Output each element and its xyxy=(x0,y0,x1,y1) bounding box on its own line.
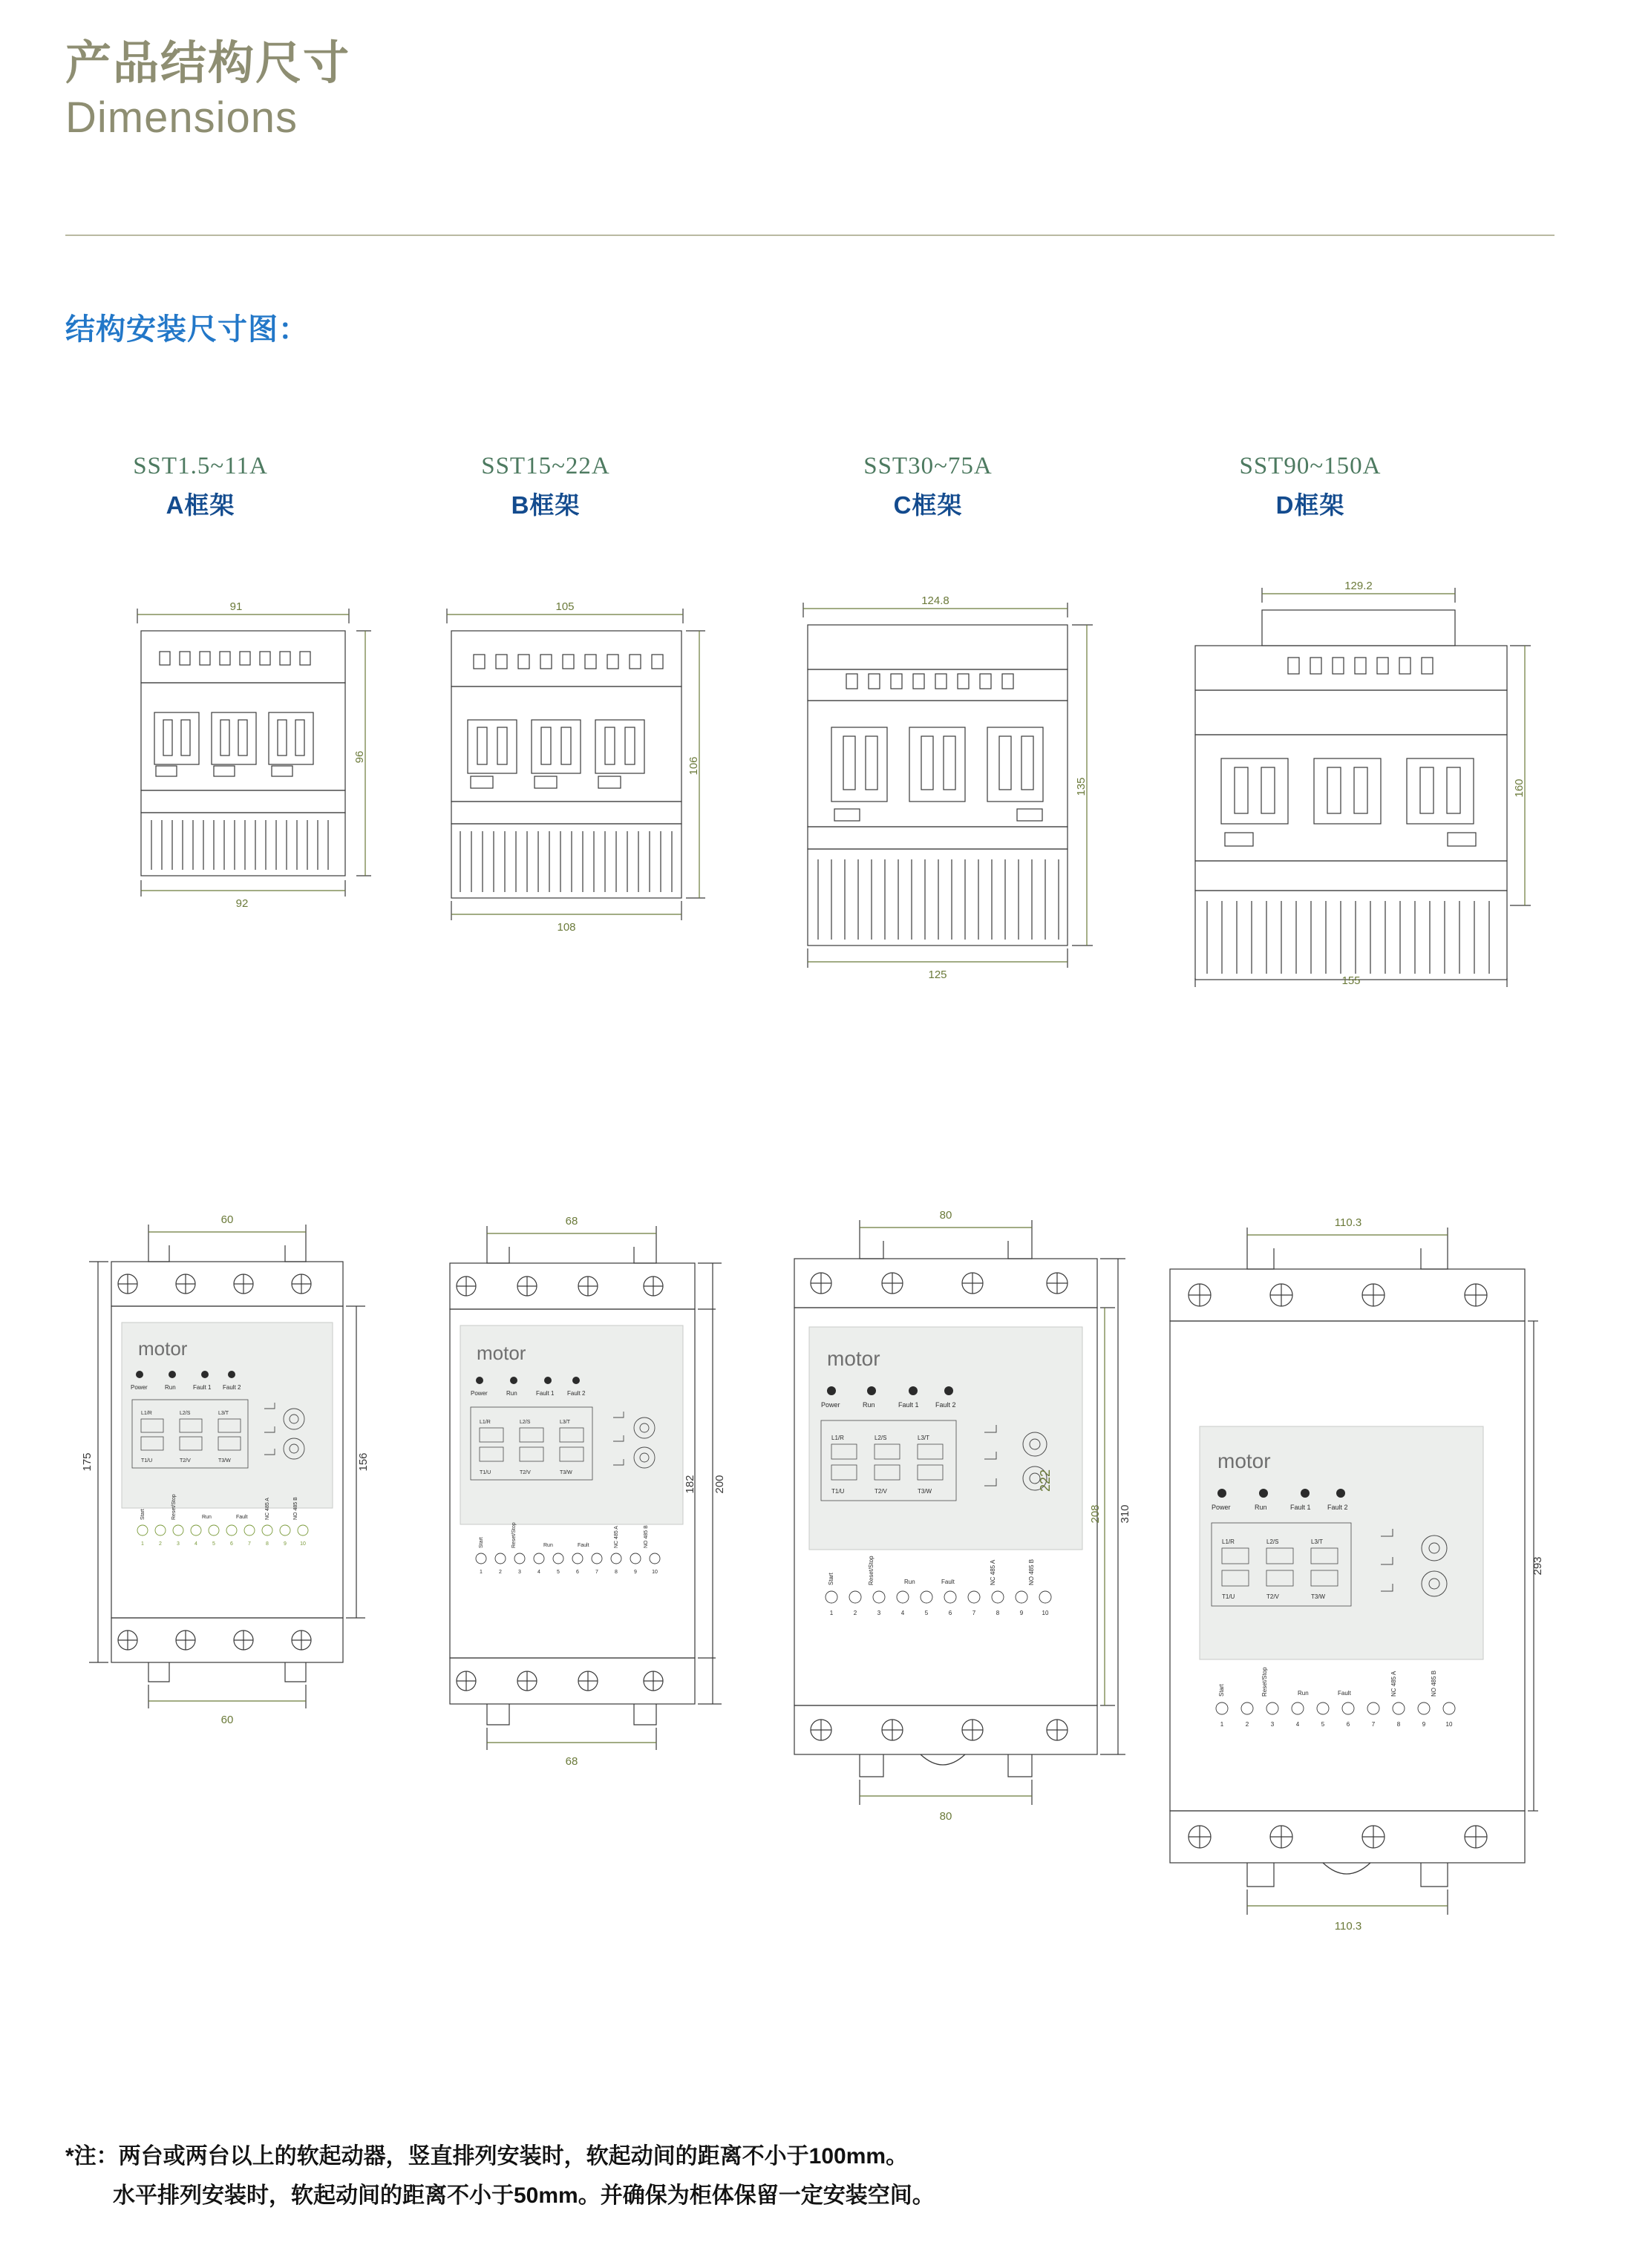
plan-view-b xyxy=(386,1210,750,1774)
terminal-label-reset: Reset/Stop xyxy=(171,1494,177,1520)
plan-view-c xyxy=(750,1202,1136,1855)
terminal-label-485b: NO 485 B xyxy=(644,1525,649,1548)
model-heading-c xyxy=(809,453,1047,521)
led-label-fault1: Fault 1 xyxy=(1290,1504,1311,1511)
dim-inner-height-b: 182 xyxy=(684,1475,696,1494)
terminal-no-2: 2 xyxy=(1245,1721,1249,1728)
terminal-label-fault: Fault xyxy=(578,1543,589,1548)
terminal-t3: T3/W xyxy=(560,1470,572,1475)
terminal-t1: T1/U xyxy=(831,1488,845,1495)
header-divider xyxy=(65,235,1555,236)
model-heading-b xyxy=(427,453,664,521)
terminal-no-7: 7 xyxy=(1371,1721,1376,1728)
terminal-no-2: 2 xyxy=(159,1541,162,1547)
dim-height-b: 106 xyxy=(687,756,700,776)
model-heading-d xyxy=(1188,453,1433,521)
terminal-no-5: 5 xyxy=(924,1610,929,1616)
plan-view-a xyxy=(45,1210,393,1744)
terminal-label-start: Start xyxy=(479,1537,484,1548)
led-label-run: Run xyxy=(165,1384,176,1391)
terminal-l2: L2/S xyxy=(1266,1538,1279,1545)
terminal-label-run: Run xyxy=(904,1579,915,1585)
terminal-t3: T3/W xyxy=(1311,1593,1326,1600)
terminal-no-10: 10 xyxy=(300,1541,306,1547)
model-code: SST90~150A xyxy=(1239,453,1382,479)
terminal-t2: T2/V xyxy=(180,1458,191,1464)
page-title-cn: 产品结构尺寸 xyxy=(65,38,351,89)
terminal-label-485a: NC 485 A xyxy=(1390,1671,1397,1697)
dim-inner-height-c-alt: 222 xyxy=(1038,1469,1053,1492)
terminal-no-3: 3 xyxy=(877,1610,881,1616)
terminal-no-3: 3 xyxy=(518,1570,521,1575)
terminal-no-4: 4 xyxy=(900,1610,905,1616)
led-label-power: Power xyxy=(1212,1504,1231,1511)
terminal-label-485a: NC 485 A xyxy=(265,1498,270,1520)
section-title: 结构安装尺寸图： xyxy=(65,313,309,346)
terminal-l1: L1/R xyxy=(141,1411,152,1416)
terminal-no-3: 3 xyxy=(1270,1721,1275,1728)
footnote-line-1: *注：两台或两台以上的软起动器，竖直排列安装时，软起动间的距离不小于100mm。 xyxy=(65,2144,909,2169)
terminal-t2: T2/V xyxy=(875,1488,887,1495)
terminal-no-7: 7 xyxy=(595,1570,598,1575)
terminal-no-5: 5 xyxy=(212,1541,215,1547)
dim-inner-height-c: 208 xyxy=(1089,1504,1102,1524)
terminal-label-485b: NO 485 B xyxy=(293,1497,298,1520)
dim-base-width-b: 108 xyxy=(557,921,576,934)
terminal-label-run: Run xyxy=(202,1515,212,1520)
front-view-c xyxy=(757,586,1128,987)
dim-width-a: 91 xyxy=(229,600,243,613)
model-frame: B框架 xyxy=(511,491,581,519)
dim-overall-height-c: 310 xyxy=(1119,1504,1131,1524)
led-label-fault2: Fault 2 xyxy=(1327,1504,1348,1511)
terminal-no-9: 9 xyxy=(1019,1610,1024,1616)
terminal-t1: T1/U xyxy=(141,1458,153,1464)
terminal-no-8: 8 xyxy=(1396,1721,1401,1728)
dim-mount-top-a: 60 xyxy=(220,1213,234,1226)
terminal-l3: L3/T xyxy=(560,1420,571,1425)
terminal-no-7: 7 xyxy=(972,1610,976,1616)
terminal-no-2: 2 xyxy=(499,1570,502,1575)
terminal-no-6: 6 xyxy=(948,1610,952,1616)
dim-inner-height-a: 156 xyxy=(357,1452,370,1472)
dim-mount-top-c: 80 xyxy=(939,1209,952,1222)
terminal-label-fault: Fault xyxy=(941,1579,955,1585)
terminal-l3: L3/T xyxy=(918,1435,930,1441)
front-view-b xyxy=(386,594,720,965)
dim-base-width-c: 125 xyxy=(928,969,947,981)
terminal-no-1: 1 xyxy=(141,1541,144,1547)
front-view-a xyxy=(59,594,371,965)
terminal-l1: L1/R xyxy=(480,1420,491,1425)
terminal-t1: T1/U xyxy=(1222,1593,1235,1600)
model-code: SST15~22A xyxy=(481,453,610,479)
terminal-l2: L2/S xyxy=(180,1411,191,1416)
terminal-t3: T3/W xyxy=(918,1488,932,1495)
dim-width-b: 105 xyxy=(555,600,575,613)
model-frame: A框架 xyxy=(166,491,235,519)
terminal-label-run: Run xyxy=(543,1543,553,1548)
footnote xyxy=(65,2137,1550,2215)
terminal-no-2: 2 xyxy=(853,1610,857,1616)
terminal-t1: T1/U xyxy=(480,1470,491,1475)
led-label-fault1: Fault 1 xyxy=(536,1390,555,1397)
model-frame: D框架 xyxy=(1275,491,1345,519)
led-label-run: Run xyxy=(506,1390,517,1397)
terminal-label-start: Start xyxy=(1218,1684,1225,1697)
model-heading-a xyxy=(82,453,319,521)
terminal-no-8: 8 xyxy=(996,1610,1000,1616)
dim-mount-bottom-a: 60 xyxy=(220,1714,234,1726)
dim-height-c: 135 xyxy=(1075,777,1088,796)
model-code: SST1.5~11A xyxy=(133,453,268,479)
model-frame: C框架 xyxy=(893,491,963,519)
terminal-no-4: 4 xyxy=(1295,1721,1300,1728)
terminal-no-3: 3 xyxy=(177,1541,180,1547)
terminal-no-10: 10 xyxy=(1042,1610,1049,1616)
terminal-no-9: 9 xyxy=(284,1541,287,1547)
panel-brand: motor xyxy=(827,1347,880,1370)
terminal-no-9: 9 xyxy=(1422,1721,1426,1728)
led-label-run: Run xyxy=(1255,1504,1267,1511)
terminal-no-1: 1 xyxy=(480,1570,483,1575)
led-label-fault2: Fault 2 xyxy=(935,1401,956,1409)
led-label-fault1: Fault 1 xyxy=(898,1401,919,1409)
dim-mount-bottom-d: 110.3 xyxy=(1334,1920,1362,1933)
terminal-label-485b: NO 485 B xyxy=(1431,1670,1437,1697)
terminal-no-6: 6 xyxy=(1346,1721,1350,1728)
terminal-no-10: 10 xyxy=(1445,1721,1453,1728)
dim-mount-top-b: 68 xyxy=(565,1215,578,1228)
terminal-l3: L3/T xyxy=(1311,1538,1324,1545)
terminal-label-fault: Fault xyxy=(236,1515,248,1520)
dim-base-width-a: 92 xyxy=(235,897,249,910)
terminal-no-1: 1 xyxy=(829,1610,834,1616)
terminal-no-4: 4 xyxy=(194,1541,197,1547)
panel-brand: motor xyxy=(1217,1449,1271,1472)
terminal-label-485b: NO 485 B xyxy=(1028,1559,1035,1585)
terminal-t2: T2/V xyxy=(520,1470,531,1475)
dim-overall-height-b: 200 xyxy=(713,1475,726,1494)
terminal-label-485a: NC 485 A xyxy=(990,1559,996,1585)
dim-width-d: 129.2 xyxy=(1344,580,1373,592)
panel-brand: motor xyxy=(477,1342,526,1364)
terminal-l1: L1/R xyxy=(831,1435,844,1441)
dim-width-c: 124.8 xyxy=(921,594,949,607)
terminal-no-5: 5 xyxy=(1321,1721,1325,1728)
front-view-d xyxy=(1151,571,1552,987)
dim-overall-height-a: 175 xyxy=(81,1452,94,1472)
terminal-l2: L2/S xyxy=(875,1435,887,1441)
page-title-en: Dimensions xyxy=(65,94,298,142)
led-label-power: Power xyxy=(471,1390,488,1397)
terminal-no-8: 8 xyxy=(615,1570,618,1575)
terminal-label-fault: Fault xyxy=(1338,1690,1351,1697)
dim-height-d: 160 xyxy=(1513,779,1526,798)
terminal-label-run: Run xyxy=(1298,1690,1309,1697)
terminal-t3: T3/W xyxy=(218,1458,231,1464)
page-header xyxy=(65,37,1557,145)
led-label-fault2: Fault 2 xyxy=(223,1384,241,1391)
led-label-fault2: Fault 2 xyxy=(567,1390,586,1397)
terminal-no-5: 5 xyxy=(557,1570,560,1575)
terminal-label-485a: NC 485 A xyxy=(614,1526,619,1548)
terminal-no-4: 4 xyxy=(537,1570,540,1575)
terminal-label-reset: Reset/Stop xyxy=(868,1556,875,1585)
led-label-power: Power xyxy=(821,1401,840,1409)
dim-overall-height-d: 293 xyxy=(1531,1556,1544,1576)
dim-height-a: 96 xyxy=(353,750,366,764)
terminal-no-8: 8 xyxy=(266,1541,269,1547)
terminal-label-start: Start xyxy=(140,1509,146,1520)
terminal-no-7: 7 xyxy=(248,1541,251,1547)
led-label-fault1: Fault 1 xyxy=(193,1384,212,1391)
led-label-run: Run xyxy=(863,1401,875,1409)
dim-mount-bottom-b: 68 xyxy=(565,1755,578,1768)
terminal-l3: L3/T xyxy=(218,1411,229,1416)
terminal-t2: T2/V xyxy=(1266,1593,1279,1600)
terminal-no-10: 10 xyxy=(652,1570,658,1575)
terminal-label-start: Start xyxy=(828,1573,834,1585)
terminal-no-9: 9 xyxy=(634,1570,637,1575)
footnote-line-2: 水平排列安装时，软起动间的距离不小于50mm。并确保为柜体保留一定安装空间。 xyxy=(113,2183,935,2208)
terminal-label-reset: Reset/Stop xyxy=(1261,1667,1268,1697)
model-code: SST30~75A xyxy=(863,453,993,479)
dim-mount-bottom-c: 80 xyxy=(939,1810,952,1823)
terminal-no-6: 6 xyxy=(230,1541,233,1547)
dim-mount-top-d: 110.3 xyxy=(1334,1216,1362,1229)
dim-base-width-d: 155 xyxy=(1341,974,1361,987)
plan-view-d xyxy=(1128,1210,1544,1952)
terminal-no-6: 6 xyxy=(576,1570,579,1575)
terminal-l1: L1/R xyxy=(1222,1538,1235,1545)
terminal-label-reset: Reset/Stop xyxy=(511,1522,517,1548)
terminal-l2: L2/S xyxy=(520,1420,531,1425)
panel-brand: motor xyxy=(138,1337,188,1360)
terminal-no-1: 1 xyxy=(1220,1721,1224,1728)
led-label-power: Power xyxy=(131,1384,148,1391)
